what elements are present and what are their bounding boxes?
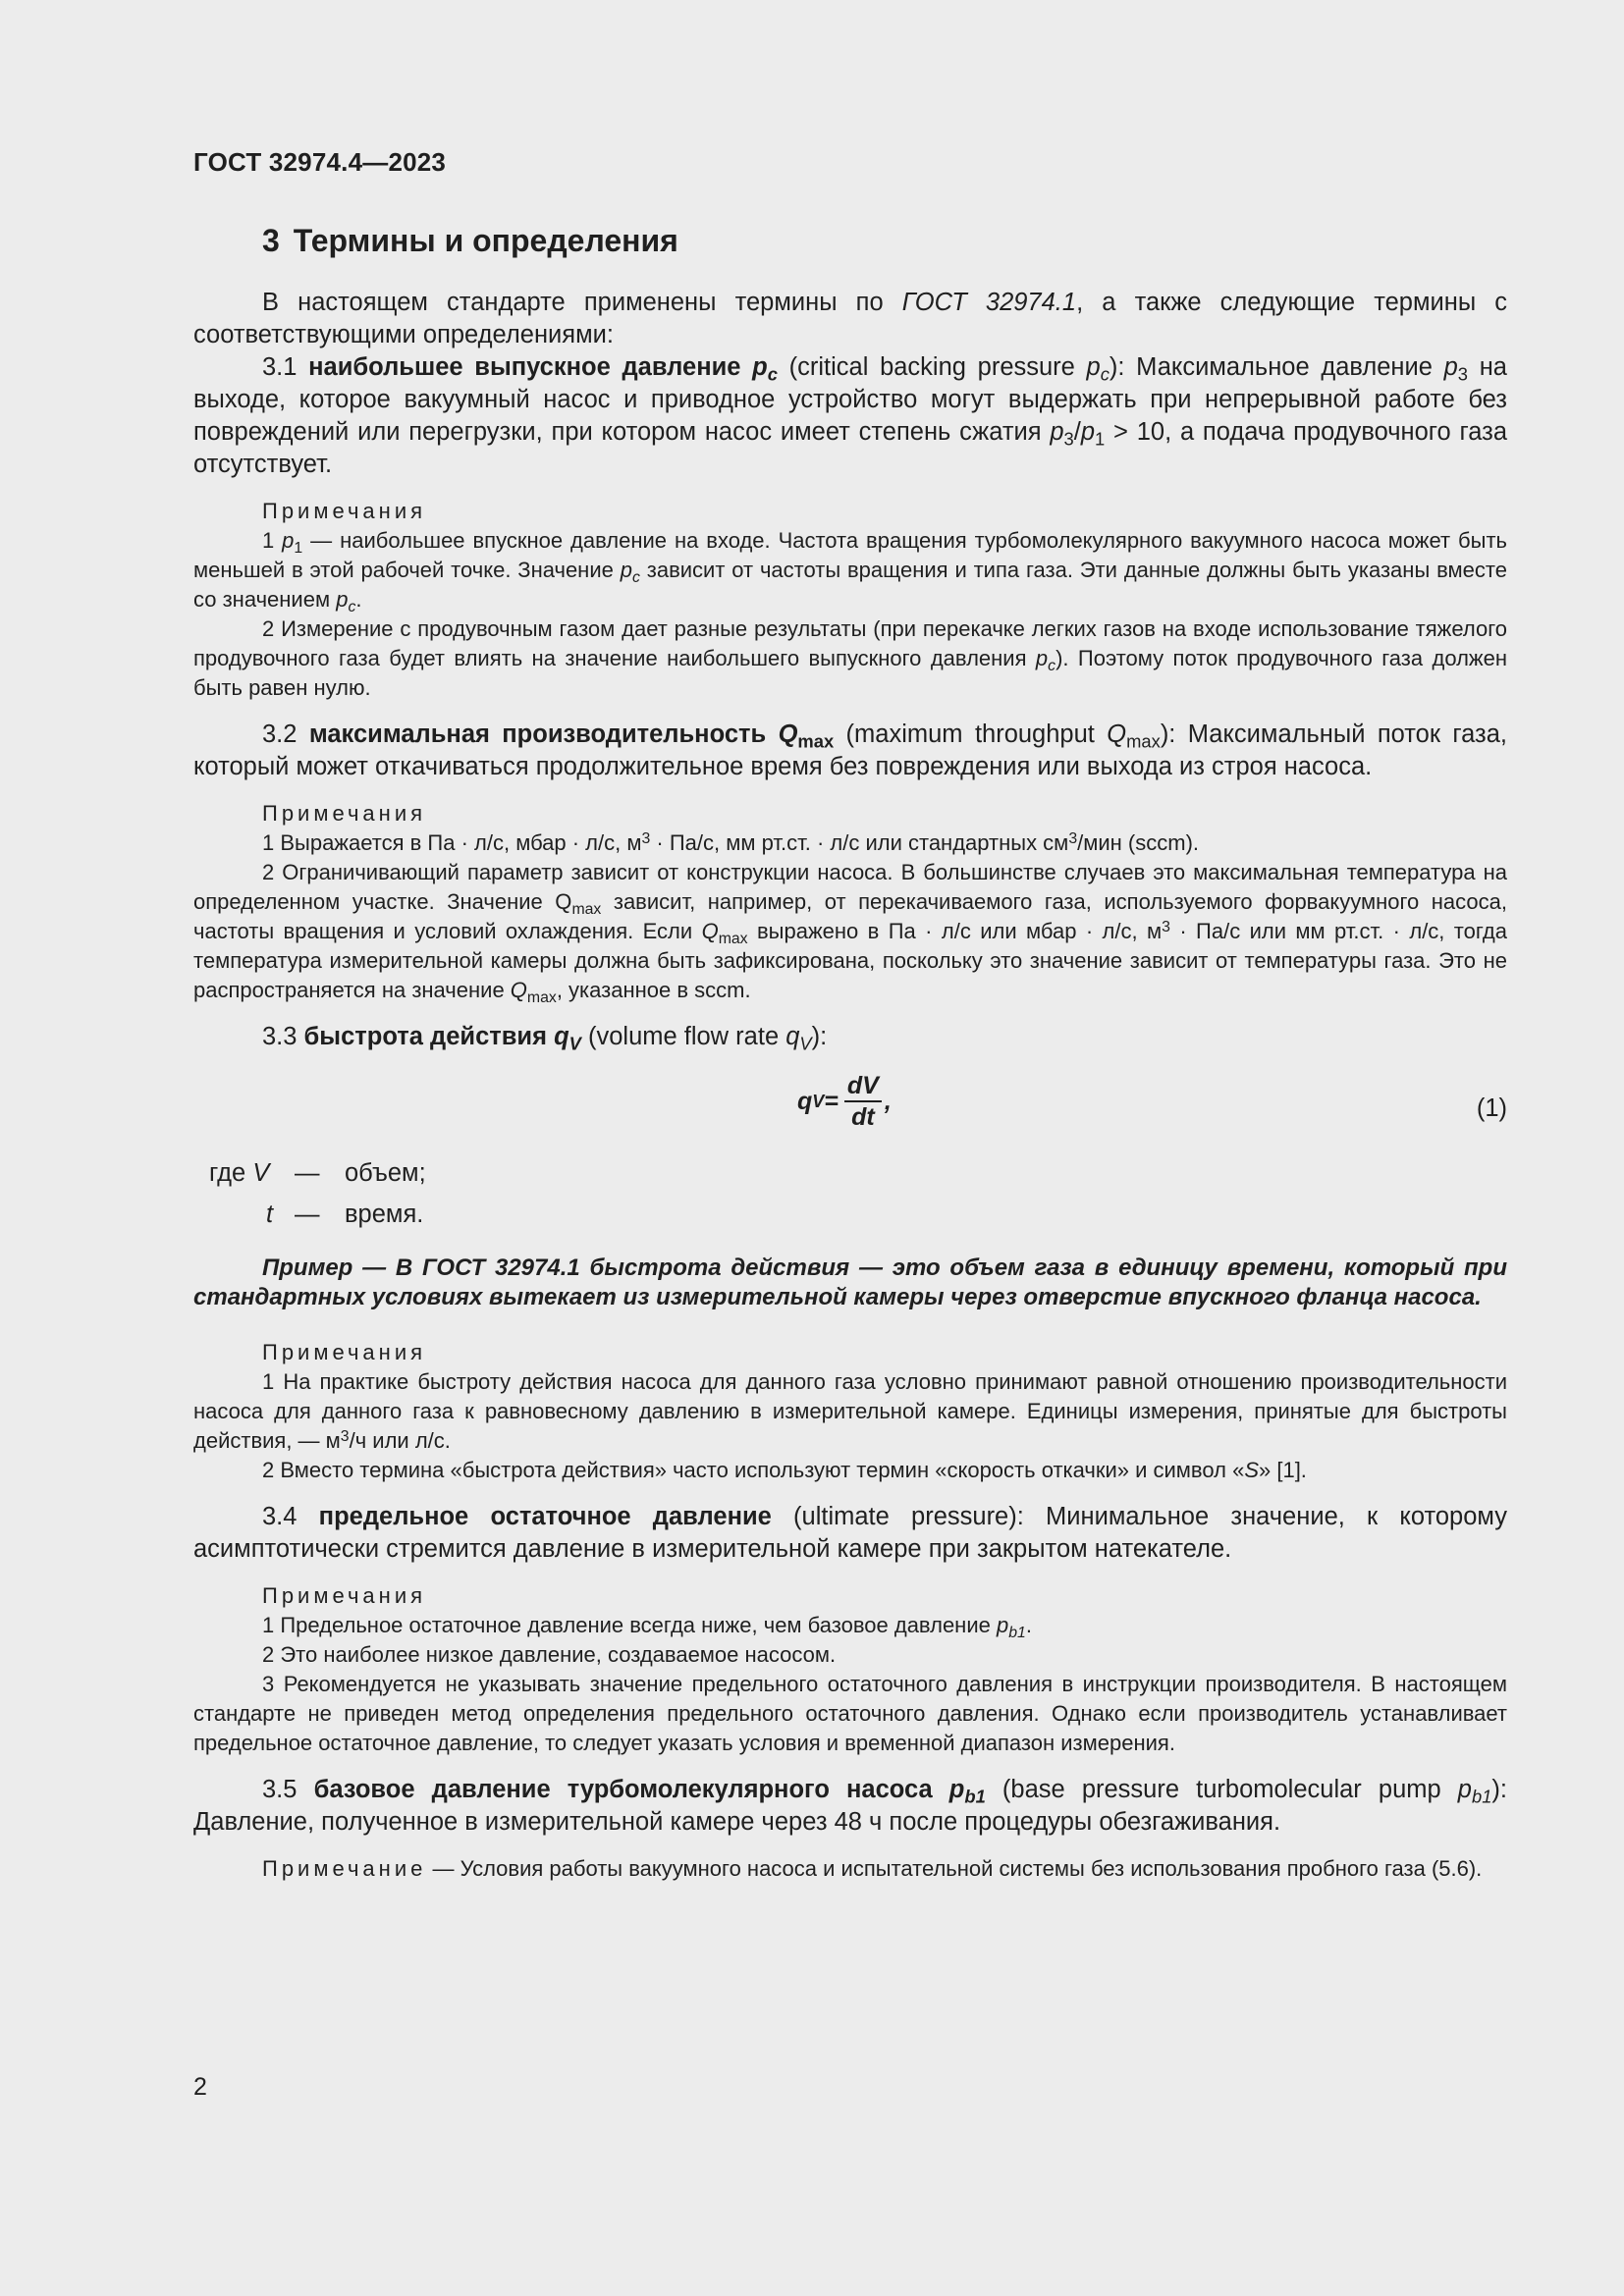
note-3-1-1 xyxy=(193,526,1507,614)
notes-3-2 xyxy=(193,799,1507,1005)
notes-heading: Примечания xyxy=(262,1340,427,1364)
term-definition: ): Максимальный поток газа, который может откачиваться продолжительное время без повреждения или выхода из строя насоса. xyxy=(193,721,1508,780)
document-body xyxy=(193,287,1507,1884)
symbol-p3-subscript: 3 xyxy=(1457,363,1469,385)
notes-heading: Примечания xyxy=(262,1583,427,1608)
symbol-p-subscript: b1 xyxy=(1008,1624,1026,1641)
ratio-numerator-sub: 3 xyxy=(1063,428,1074,450)
notes-3-4 xyxy=(193,1581,1507,1758)
term-english-symbol: Q xyxy=(1107,721,1127,748)
note-heading: Примечание xyxy=(262,1856,427,1881)
term-symbol-subscript: V xyxy=(568,1033,581,1054)
note-3-4-3: 3 Рекомендуется не указывать значение предельного остаточного давления в инструкции производителя. В настоящем стандарте не приведен метод определения предельного остаточного давления. Однако если производитель устанавливает предельное остаточное давление, то следует указать условия и временной диапазон измерения. xyxy=(193,1672,1507,1755)
note-text-mid: · Па/с, мм рт.ст. · л/с или стандартных см xyxy=(650,830,1069,855)
term-definition-start: ): Максимальное давление xyxy=(1109,353,1444,381)
note-text: 1 Выражается в Па · л/с, мбар · л/с, м xyxy=(262,830,642,855)
where-dash-1: — xyxy=(295,1159,320,1187)
term-symbol-subscript: b1 xyxy=(964,1786,986,1807)
notes-3-1 xyxy=(193,497,1507,703)
term-definition: на выходе, которое вакуумный насос и приводное устройство могут выдержать при непрерывной работе без повреждений или перегрузки, при котором насос имеет степень сжатия xyxy=(193,353,1507,446)
term-english-symbol: p xyxy=(1086,353,1101,381)
term-number: 3.4 xyxy=(262,1503,319,1530)
term-symbol: p xyxy=(752,353,768,381)
note-text: 2 Измерение с продувочным газом дает разные результаты (при перекачке легких газов на входе использование тяжелого продувочного газа будет влиять на значение наибольшего выпускного давления xyxy=(193,616,1507,670)
term-definition: ): Давление, полученное в измерительной камере через 48 ч после процедуры обезгаживания. xyxy=(193,1776,1507,1836)
fraction-numerator: dV xyxy=(844,1073,882,1102)
symbol-p: p xyxy=(282,528,295,553)
term-english: (critical backing pressure xyxy=(777,353,1087,381)
note-3-5 xyxy=(193,1854,1507,1884)
note-text: зависит, например, от перекачиваемого газа, используемого форвакуумного насоса, частоты вращения и условий охлаждения. Если xyxy=(193,889,1507,943)
term-name: максимальная производительность xyxy=(308,721,779,748)
term-name: базовое давление турбомолекулярного насоса xyxy=(313,1776,949,1803)
note-text-end: /мин (sccm). xyxy=(1077,830,1200,855)
notes-3-5 xyxy=(193,1854,1507,1884)
note-3-1-2 xyxy=(193,614,1507,703)
formula-equals: = xyxy=(824,1087,839,1115)
intro-text: В настоящем стандарте применены термины по xyxy=(262,289,902,316)
symbol-pc-2: p xyxy=(336,587,349,612)
note-3-4-2: 2 Это наиболее низкое давление, создаваемое насосом. xyxy=(262,1642,837,1667)
term-symbol-subscript: max xyxy=(797,730,835,752)
note-3-2-2 xyxy=(193,858,1507,1005)
term-3-5 xyxy=(193,1774,1507,1839)
formula-comma: , xyxy=(884,1087,892,1115)
example-paragraph: Пример — В ГОСТ 32974.1 быстрота действия — это объем газа в единицу времени, который при стандартных условиях вытекает из измерительной камеры через отверстие впускного фланца насоса. xyxy=(193,1255,1507,1310)
where-row-v xyxy=(209,1157,269,1190)
term-number: 3.1 xyxy=(262,353,309,381)
symbol-pc: p xyxy=(1035,646,1049,670)
symbol-p: p xyxy=(996,1613,1009,1637)
term-symbol: Q xyxy=(778,721,798,748)
formula-fraction xyxy=(844,1073,882,1130)
where-desc-t: время. xyxy=(345,1201,424,1228)
note-text-end: ). Поэтому поток продувочного газа должен быть равен нулю. xyxy=(193,646,1508,700)
term-english-subscript: V xyxy=(799,1033,812,1054)
symbol-pc-subscript: c xyxy=(631,568,640,586)
formula: q V = $\frac{dV}{dt}$ , xyxy=(797,1072,892,1131)
note-3-2-1 xyxy=(193,828,1507,858)
symbol-pc: p xyxy=(620,558,632,582)
symbol-p3: p xyxy=(1443,353,1458,381)
subscript: max xyxy=(526,988,557,1006)
superscript: 3 xyxy=(340,1427,350,1445)
where-symbol-t: t xyxy=(266,1201,274,1228)
section-number: 3 xyxy=(262,223,280,258)
note-text: 1 Предельное остаточное давление всегда ниже, чем базовое давление xyxy=(262,1613,997,1637)
symbol-p-subscript: 1 xyxy=(294,539,303,557)
note-text: 2 Ограничивающий параметр зависит от конструкции насоса. В большинстве случаев это максимальная температура на определенном участке. Значение Q xyxy=(193,860,1507,914)
note-text-end: . xyxy=(355,587,362,612)
note-text: · Па/с или мм рт.ст. · л/с, тогда температура измерительной камеры должна быть зафиксирована, поскольку это значение зависит от температуры газа. Это не распространяется на значение xyxy=(193,919,1507,1002)
note-text-end: » [1]. xyxy=(1259,1458,1307,1482)
note-3-3-1 xyxy=(193,1367,1507,1456)
symbol-pc-subscript: c xyxy=(1048,657,1056,674)
term-number: 3.5 xyxy=(262,1776,314,1803)
term-english-subscript: b1 xyxy=(1471,1786,1492,1807)
intro-reference: ГОСТ 32974.1 xyxy=(901,289,1077,316)
section-title xyxy=(262,223,678,259)
term-definition: (ultimate pressure): Минимальное значение, к которому асимптотически стремится давление в измерительной камере при закрытом натекателе. xyxy=(193,1503,1507,1563)
note-text-end: , указанное в sccm. xyxy=(556,978,751,1002)
where-dash-2: — xyxy=(295,1201,320,1228)
term-english-end: ): xyxy=(811,1023,828,1050)
where-desc-v: объем; xyxy=(345,1159,426,1187)
symbol-s: S xyxy=(1244,1458,1259,1482)
where-symbol-v: V xyxy=(252,1159,270,1187)
term-english-symbol: q xyxy=(785,1023,800,1050)
term-symbol: p xyxy=(948,1776,965,1803)
term-symbol: q xyxy=(554,1023,569,1050)
notes-heading: Примечания xyxy=(262,499,427,523)
where-block xyxy=(193,1157,1507,1240)
subscript: max xyxy=(718,930,748,947)
note-text: — Условия работы вакуумного насоса и испытательной системы без использования пробного газа (5.6). xyxy=(426,1856,1483,1881)
where-label: где xyxy=(209,1159,246,1187)
note-number: 1 xyxy=(262,528,283,553)
note-3-4-1 xyxy=(193,1611,1507,1640)
term-english: (base pressure turbomolecular pump xyxy=(985,1776,1458,1803)
term-number: 3.3 xyxy=(262,1023,304,1050)
notes-heading: Примечания xyxy=(262,801,427,826)
note-text: выражено в Па · л/с или мбар · л/с, м xyxy=(747,919,1163,943)
intro-paragraph xyxy=(193,287,1507,351)
term-definition-end: > 10, а подача продувочного газа отсутствует. xyxy=(193,418,1507,478)
note-text-end: . xyxy=(1025,1613,1032,1637)
note-text-end: /ч или л/с. xyxy=(349,1428,451,1453)
symbol-q: Q xyxy=(701,919,719,943)
term-english-subscript: max xyxy=(1126,730,1161,752)
ratio-numerator: p xyxy=(1050,418,1064,446)
term-3-2 xyxy=(193,719,1507,783)
term-name: быстрота действия xyxy=(303,1023,555,1050)
superscript: 3 xyxy=(641,829,651,847)
term-name: предельное остаточное давление xyxy=(318,1503,772,1530)
superscript: 3 xyxy=(1162,918,1170,935)
formula-lhs: q xyxy=(797,1087,813,1115)
term-number: 3.2 xyxy=(262,721,309,748)
term-english-subscript: c xyxy=(1100,363,1110,385)
term-symbol-subscript: c xyxy=(767,363,778,385)
note-text: 2 Вместо термина «быстрота действия» часто используют термин «скорость откачки» и символ « xyxy=(262,1458,1245,1482)
subscript: max xyxy=(571,900,602,918)
note-text-mid: зависит от частоты вращения и типа газа. Эти данные должны быть указаны вместе со значением xyxy=(193,558,1507,612)
term-3-1 xyxy=(193,351,1507,481)
note-3-3-2 xyxy=(193,1456,1507,1485)
notes-3-3 xyxy=(193,1338,1507,1485)
note-text: 1 На практике быстроту действия насоса для данного газа условно принимают равной отношению производительности насоса для данного газа к равновесному давлению в измерительной камере. Единицы измерения, принятые для быстроты действия, — м xyxy=(193,1369,1507,1453)
symbol-pc-2-subscript: c xyxy=(348,598,356,615)
ratio-slash: / xyxy=(1073,418,1081,446)
section-title-text: Термины и определения xyxy=(293,223,678,258)
fraction-denominator: dt xyxy=(851,1103,875,1131)
document-header: ГОСТ 32974.4—2023 xyxy=(193,147,447,177)
term-3-4 xyxy=(193,1501,1507,1566)
equation-number: (1) xyxy=(1476,1095,1507,1122)
note-text: — наибольшее впускное давление на входе. Частота вращения турбомолекулярного вакуумного насоса может быть меньшей в этой рабочей точке. Значение xyxy=(193,528,1507,582)
superscript: 3 xyxy=(1068,829,1078,847)
ratio-denominator-sub: 1 xyxy=(1095,428,1106,450)
term-3-3 xyxy=(193,1021,1507,1053)
symbol-q: Q xyxy=(510,978,527,1002)
term-name: наибольшее выпускное давление xyxy=(308,353,753,381)
term-english: (volume flow rate xyxy=(580,1023,786,1050)
formula-row xyxy=(193,1053,1507,1157)
ratio-denominator: p xyxy=(1080,418,1096,446)
term-english-symbol: p xyxy=(1457,1776,1472,1803)
page-number: 2 xyxy=(193,2073,207,2101)
intro-text-end: , а также следующие термины с соответствующими определениями: xyxy=(193,289,1508,348)
term-english: (maximum throughput xyxy=(834,721,1108,748)
